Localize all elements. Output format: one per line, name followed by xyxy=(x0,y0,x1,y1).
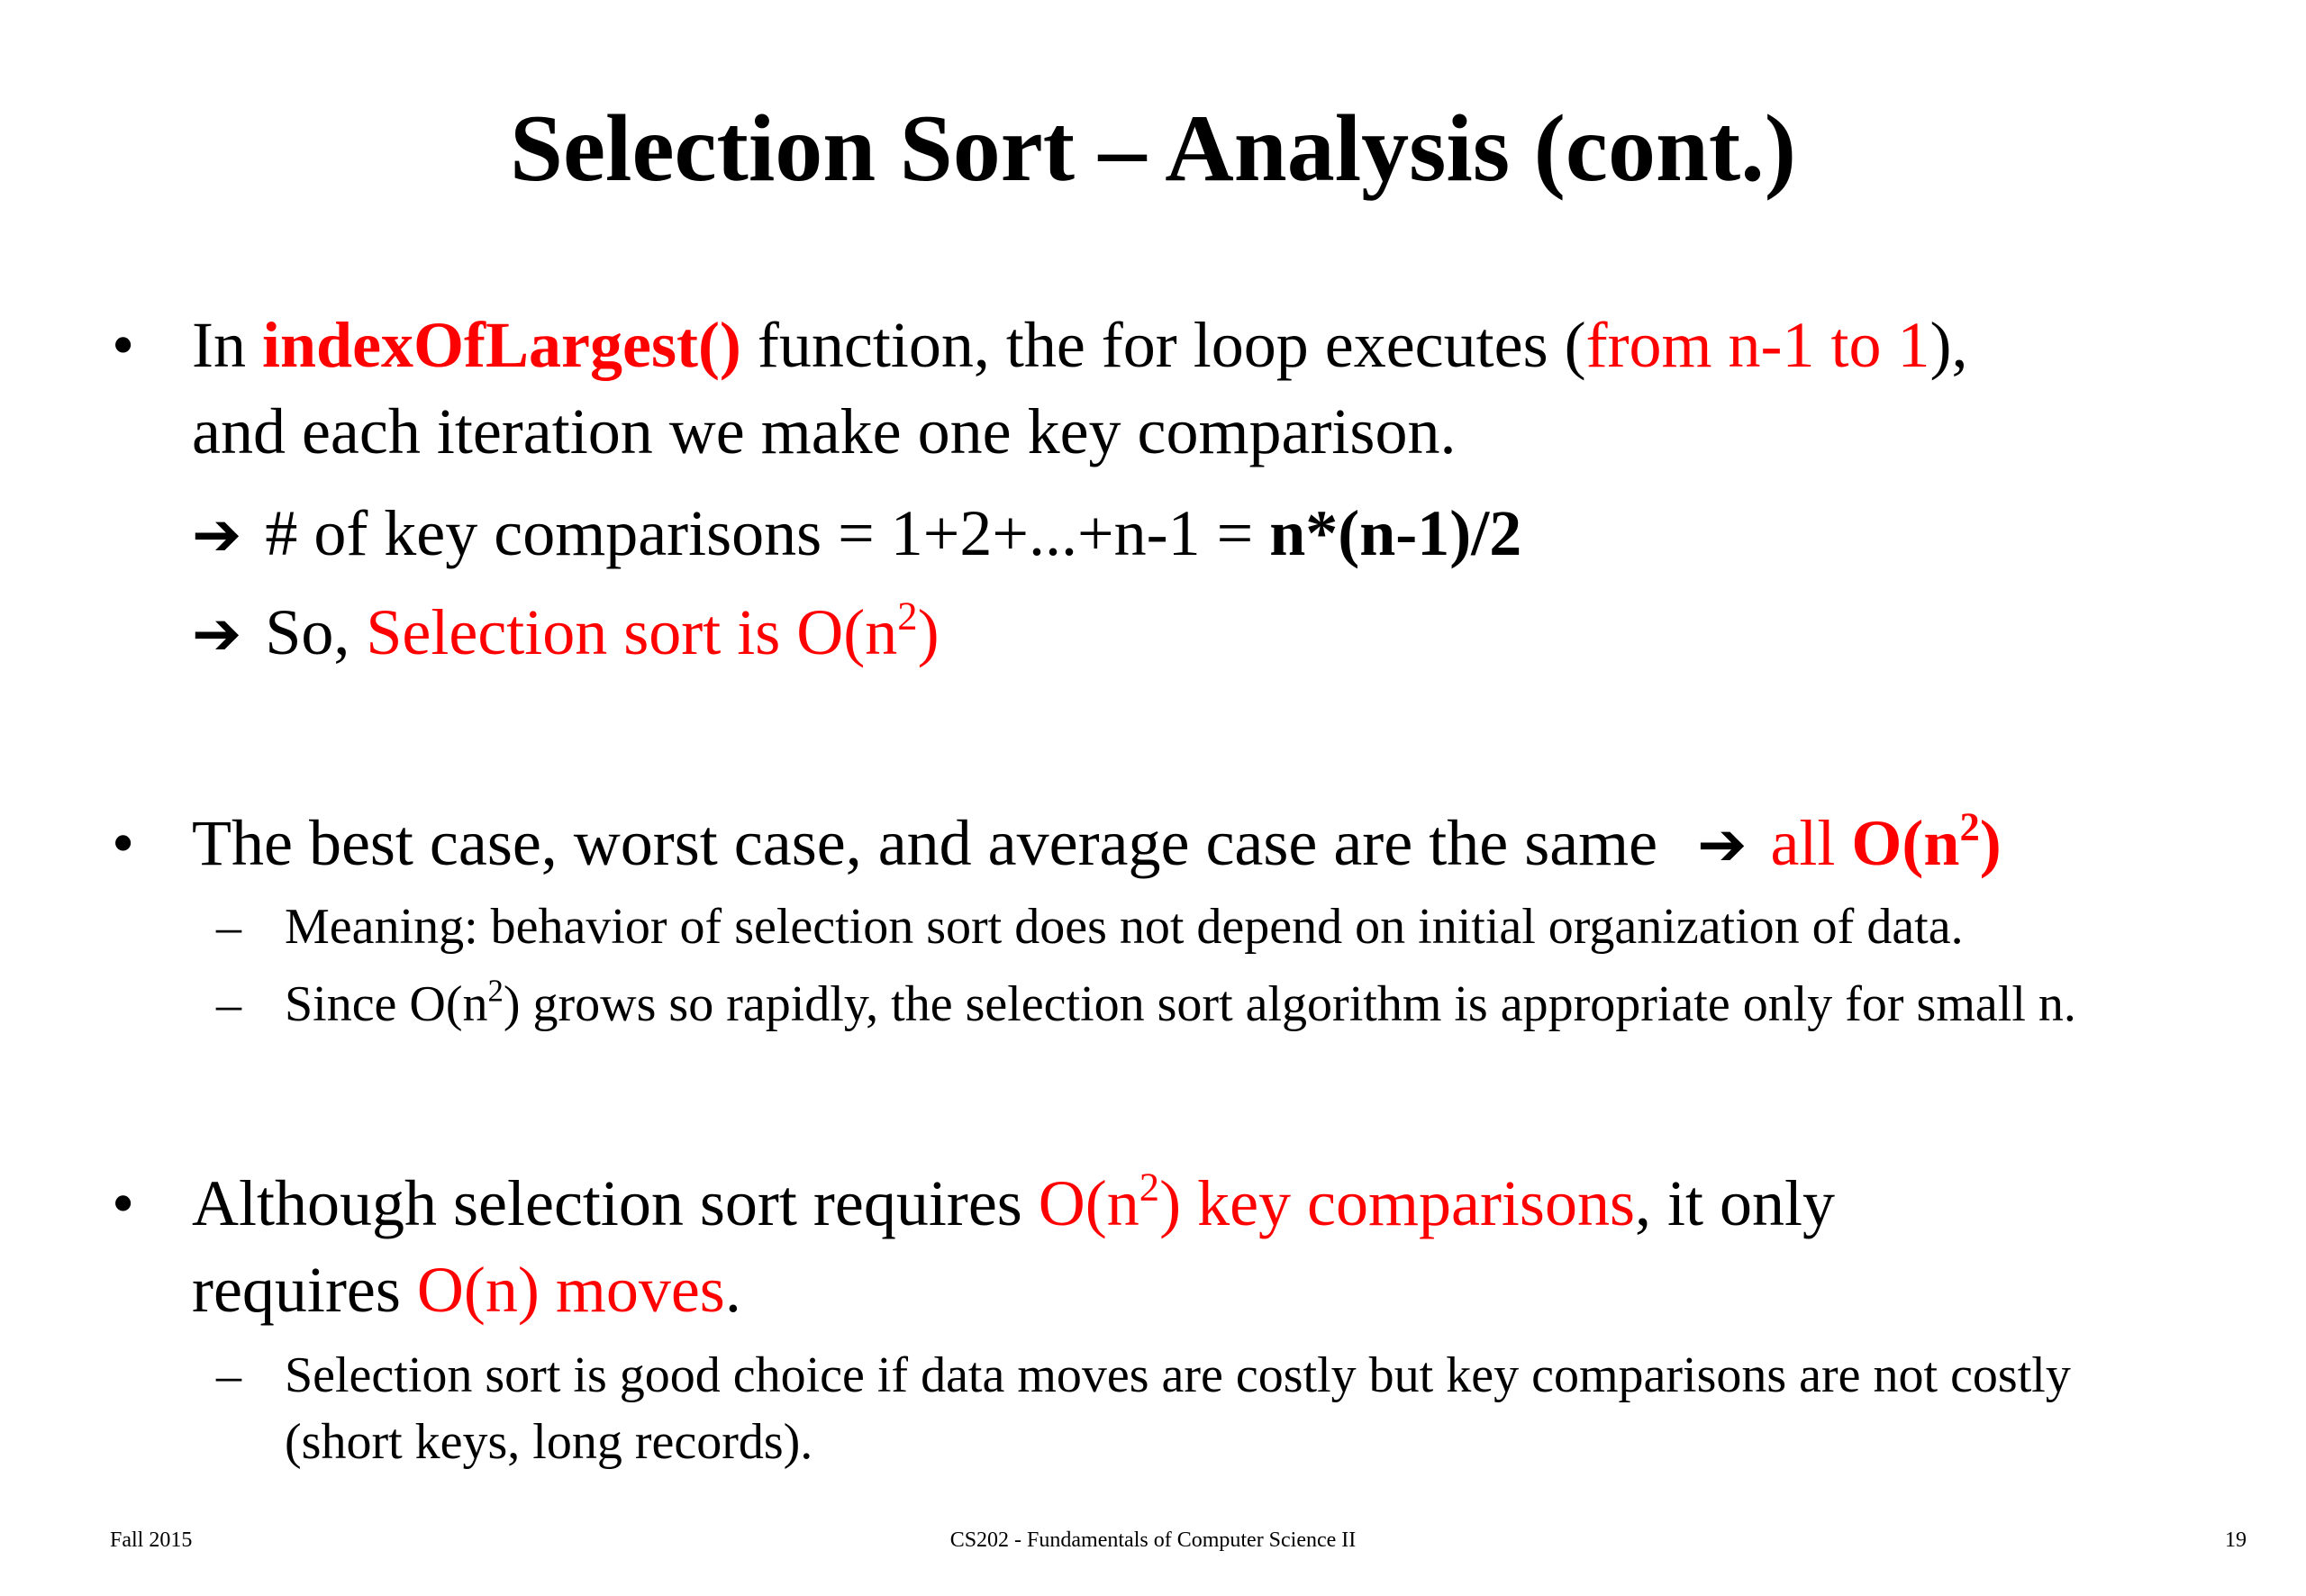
bullet-2-text xyxy=(192,800,2264,888)
text-segment: all xyxy=(1770,807,1852,879)
sub-bullet-meaning: Meaning: behavior of selection sort does not depend on initial organization of data. xyxy=(285,899,1964,955)
text-segment: So, xyxy=(265,596,367,668)
footer-date: Fall 2015 xyxy=(110,1528,193,1552)
footer-course: CS202 - Fundamentals of Computer Science II xyxy=(949,1528,1357,1552)
comparison-formula: n*(n-1)/2 xyxy=(1269,497,1522,569)
function-name: indexOfLargest() xyxy=(261,309,741,381)
moves-complexity: O(n) moves xyxy=(416,1254,725,1326)
text-segment: , it only xyxy=(1634,1167,1835,1239)
sub-bullet-growth xyxy=(285,971,2275,1038)
bullet-marker: • xyxy=(112,1167,135,1239)
sub-bullet-good-choice xyxy=(285,1342,2275,1475)
loop-range: from n-1 to 1 xyxy=(1585,309,1930,381)
arrow-line-complexity xyxy=(192,589,940,677)
bullet-1-line-1 xyxy=(192,302,2264,388)
slide-title: Selection Sort – Analysis (cont.) xyxy=(510,95,1796,201)
text-segment: ) xyxy=(1979,807,2002,879)
text-segment: O(n xyxy=(1851,807,1960,879)
text-segment: The best case, worst case, and average case are the same xyxy=(192,807,1658,879)
sub-bullet-marker: – xyxy=(216,899,241,955)
text-segment: Although selection sort requires xyxy=(192,1167,1039,1239)
text-segment: . xyxy=(724,1254,741,1326)
text-segment: Selection sort is O(n xyxy=(366,596,898,668)
bullet-1-line-2: and each iteration we make one key comparison. xyxy=(192,395,1457,467)
text-segment: ) key comparisons xyxy=(1159,1167,1635,1239)
big-o xyxy=(1851,803,2002,879)
arrow-right-icon: ➔ xyxy=(192,500,242,569)
comparisons-complexity xyxy=(1038,1164,1635,1239)
superscript: 2 xyxy=(1139,1164,1160,1210)
arrow-right-icon: ➔ xyxy=(192,599,242,668)
bullet-3-line-2 xyxy=(192,1247,2264,1333)
complexity-statement xyxy=(366,593,940,668)
text-segment: ), xyxy=(1929,309,1968,381)
text-segment: requires xyxy=(192,1254,417,1326)
superscript: 2 xyxy=(1959,803,1980,849)
sub-bullet-line-1: Selection sort is good choice if data moves are costly but key comparisons are not costly xyxy=(285,1347,2071,1403)
bullet-1-text xyxy=(192,302,2264,475)
arrow-right-icon: ➔ xyxy=(1697,810,1748,879)
text-segment: # of key comparisons = 1+2+...+n-1 = xyxy=(265,497,1270,569)
superscript: 2 xyxy=(487,973,504,1009)
bullet-marker: • xyxy=(112,309,135,381)
text-segment: Since O(n xyxy=(285,976,488,1032)
sub-bullet-marker: – xyxy=(216,1347,241,1403)
arrow-line-comparisons xyxy=(192,490,1521,578)
bullet-3-line-1 xyxy=(192,1160,2264,1247)
text-segment: ) xyxy=(917,596,940,668)
footer-page-number: 19 xyxy=(2225,1528,2247,1552)
bullet-marker: • xyxy=(112,807,135,879)
superscript: 2 xyxy=(897,593,918,639)
text-segment: ) grows so rapidly, the selection sort algorithm is appropriate only for small n. xyxy=(503,976,2076,1032)
all-cases-complexity xyxy=(1770,803,2002,879)
text-segment: O(n xyxy=(1038,1167,1139,1239)
bullet-3-text xyxy=(192,1160,2264,1333)
text-segment: In xyxy=(192,309,262,381)
sub-bullet-line-2: (short keys, long records). xyxy=(285,1414,813,1470)
sub-bullet-marker: – xyxy=(216,976,241,1032)
text-segment: function, the for loop executes ( xyxy=(740,309,1586,381)
